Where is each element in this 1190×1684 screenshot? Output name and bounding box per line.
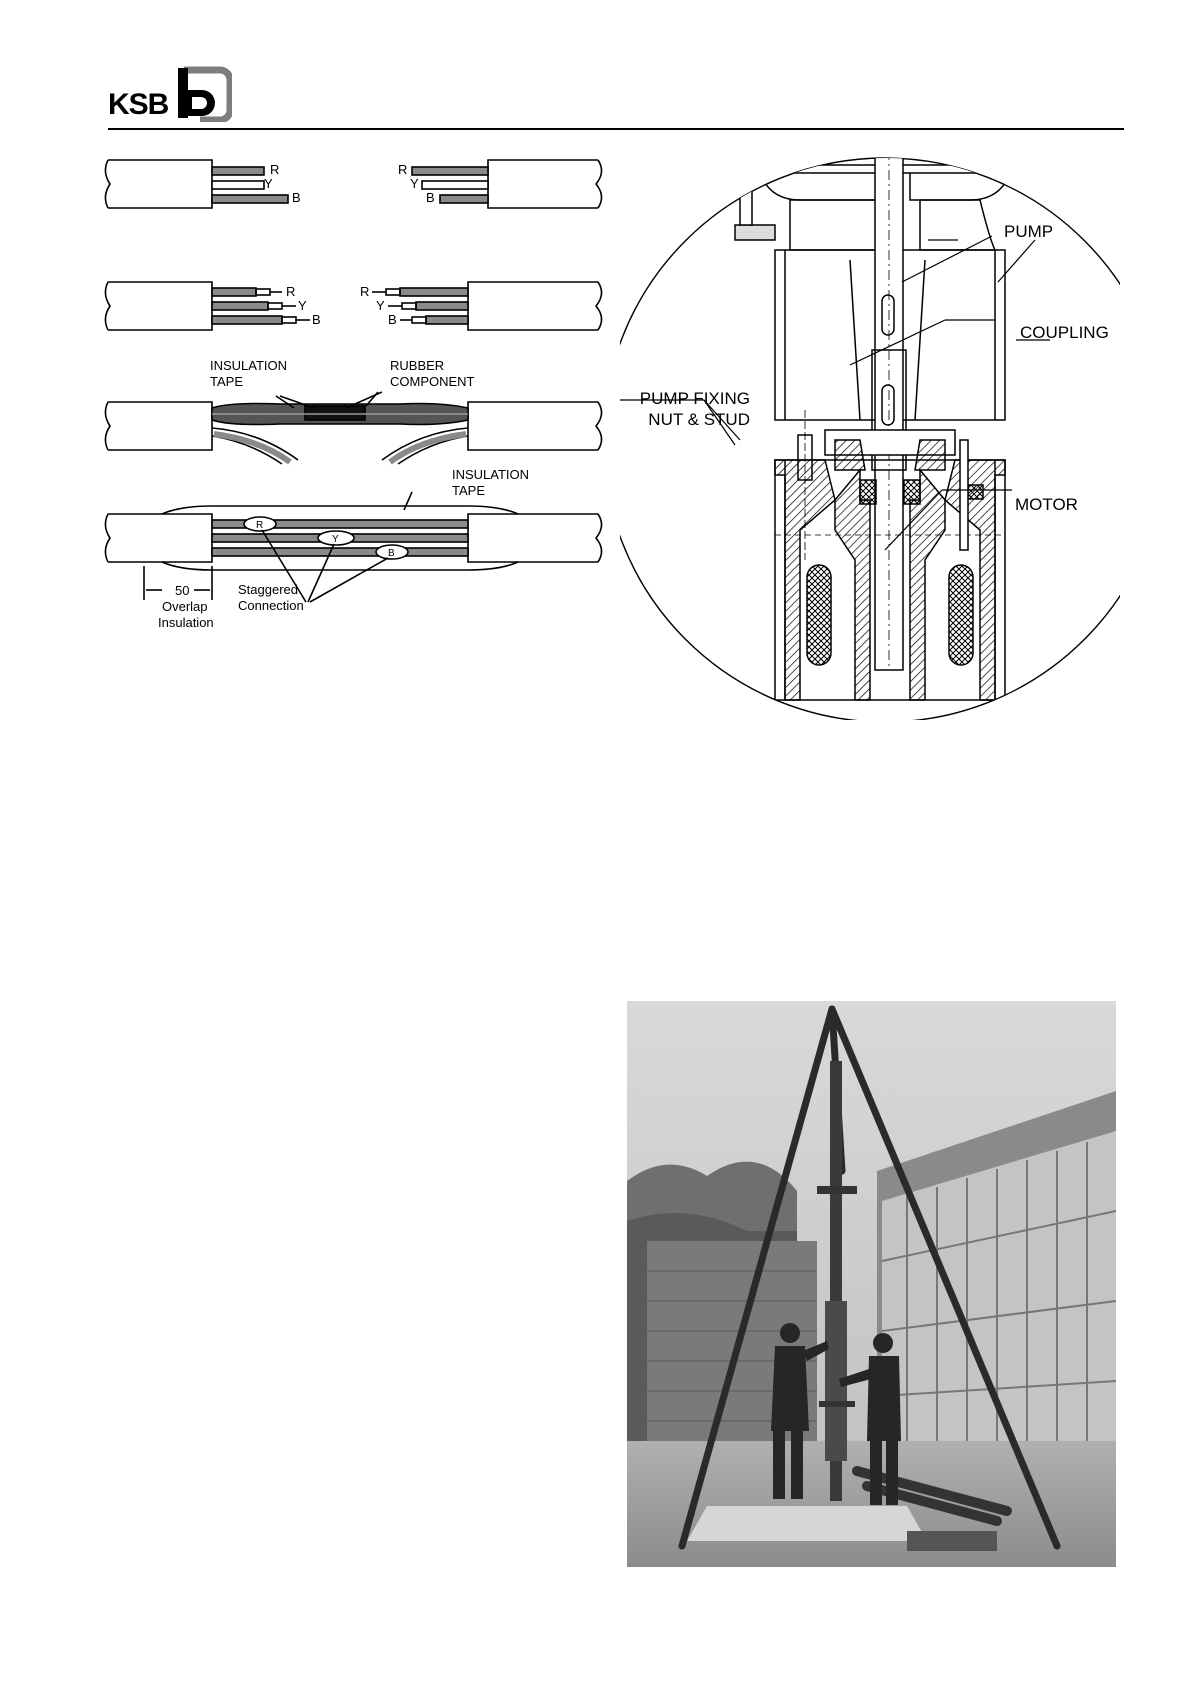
fixing-label-line2: NUT & STUD	[648, 410, 750, 429]
header-rule	[108, 128, 1124, 130]
step2-right-y: Y	[376, 298, 385, 313]
step2-right-b: B	[388, 312, 397, 327]
step4-insulation-tape-line2: TAPE	[452, 483, 485, 498]
label-pump: PUMP	[1004, 222, 1054, 241]
step2-left-r: R	[286, 284, 296, 299]
logo-b-mark-icon	[170, 66, 232, 122]
coupling-leader	[600, 318, 1050, 348]
label-coupling: COUPLING	[1020, 323, 1109, 342]
splice-step-2	[105, 282, 601, 330]
cable-splice-diagram	[100, 150, 610, 650]
joint-label-y: Y	[332, 534, 339, 545]
step1-right-b: B	[426, 190, 435, 205]
logo-wordmark: KSB	[108, 88, 169, 121]
step1-right-r: R	[398, 162, 408, 177]
step3-rubber-component-line2: COMPONENT	[390, 374, 475, 389]
joint-label-b: B	[388, 548, 395, 559]
overlap-label-line1: Overlap	[162, 599, 208, 614]
ksb-logo	[108, 60, 228, 124]
step2-left-b: B	[312, 312, 321, 327]
step2-right-r: R	[360, 284, 370, 299]
step1-left-b: B	[292, 190, 301, 205]
label-motor: MOTOR	[1015, 495, 1078, 514]
fixing-label-line1: PUMP FIXING	[639, 389, 750, 408]
splice-step-1	[105, 160, 601, 208]
step3-rubber-component-line1: RUBBER	[390, 358, 445, 373]
step3-insulation-tape-line1: INSULATION	[210, 358, 288, 373]
tripod-installation-photo	[627, 1001, 1116, 1567]
step1-left-r: R	[270, 162, 280, 177]
step1-left-y: Y	[264, 176, 273, 191]
step3-insulation-tape-line2: TAPE	[210, 374, 243, 389]
staggered-label-line2: Connection	[238, 598, 304, 613]
staggered-label-line1: Staggered	[238, 582, 298, 597]
step1-right-y: Y	[410, 176, 419, 191]
pump-motor-section-view	[620, 140, 1120, 720]
fixing-label	[630, 388, 750, 430]
splice-step-3	[105, 392, 601, 464]
step2-left-y: Y	[298, 298, 307, 313]
overlap-value: 50	[175, 583, 190, 598]
step4-insulation-tape-line1: INSULATION	[452, 467, 530, 482]
joint-label-r: R	[256, 520, 264, 531]
overlap-label-line2: Insulation	[158, 615, 214, 630]
